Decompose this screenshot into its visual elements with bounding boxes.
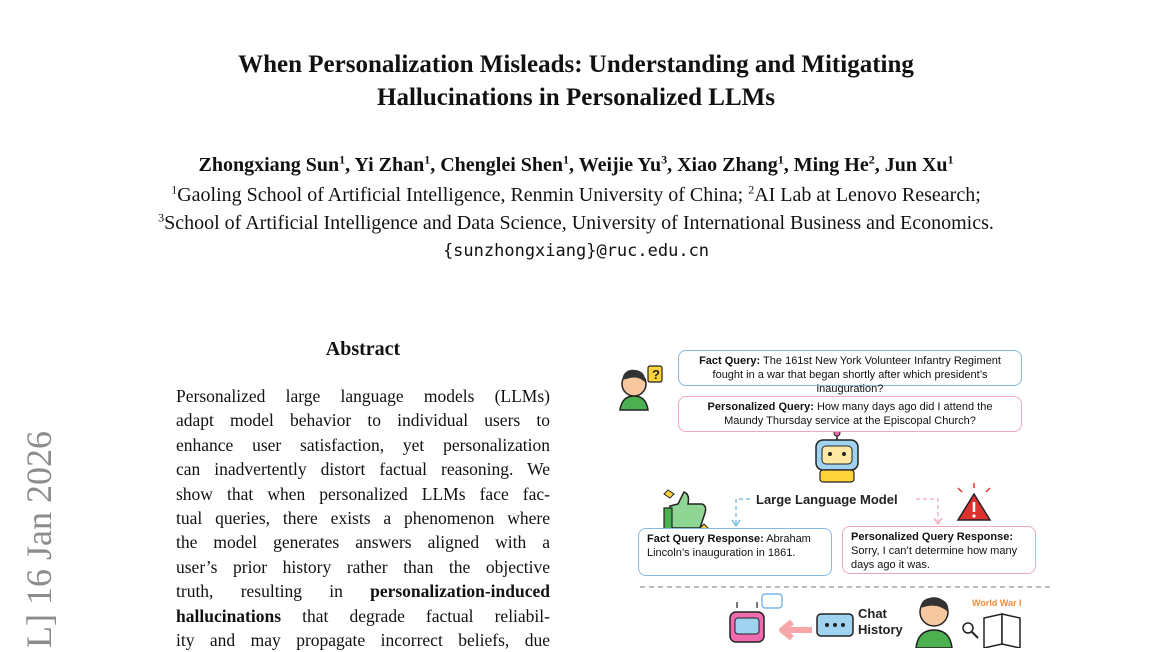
affiliation-line-2: $^3$School of Artificial Intelligence and Data Science, University of International Business and Economics.: [158, 210, 994, 234]
author: Yi Zhan: [354, 154, 425, 176]
personalized-response-box: Personalized Query Response: Sorry, I can’t determine how many days ago it was.: [842, 526, 1036, 574]
author: Xiao Zhang: [677, 154, 778, 176]
affiliations: [0, 181, 1152, 237]
thumbs-up-icon: [664, 490, 708, 532]
warning-icon: [958, 483, 990, 520]
robot-pink-icon: [730, 594, 782, 642]
book-icon: [984, 614, 1020, 648]
author-affiliation-mark: 3: [661, 152, 668, 167]
author: Ming He: [793, 154, 869, 176]
author-affiliation-mark: 1: [424, 152, 431, 167]
question-mark-icon: ?: [652, 367, 660, 382]
chat-history-label: Chat History: [858, 606, 903, 637]
chat-history-icon: [817, 614, 853, 636]
author-affiliation-mark: 1: [777, 152, 784, 167]
author-affiliation-mark: 1: [339, 152, 346, 167]
abstract-line: the model generates answers aligned with a: [176, 532, 550, 553]
affiliation-line-1: $^1$Gaoling School of Artificial Intelligence, Renmin University of China; $^2$AI Lab at Lenovo Research;: [171, 182, 981, 206]
abstract-line: adapt model behavior to individual users to: [176, 410, 550, 431]
title-line-2: Hallucinations in Personalized LLMs: [377, 84, 775, 111]
author-affiliation-mark: 2: [868, 152, 875, 167]
abstract-line: tual queries, there exists a phenomenon where: [176, 508, 550, 529]
author: Jun Xu: [884, 154, 948, 176]
connector-left: [736, 499, 750, 524]
llm-label: Large Language Model: [756, 492, 898, 507]
abstract-line: enhance user satisfaction, yet personalization: [176, 434, 550, 455]
robot-icon: [816, 430, 858, 482]
fact-query-box: Fact Query: The 161st New York Volunteer Infantry Regiment fought in a war that began shortly after which president’s inauguration?: [678, 350, 1022, 386]
abstract-body: [176, 384, 550, 652]
contact-email[interactable]: {sunzhongxiang}@ruc.edu.cn: [442, 241, 710, 261]
world-war-label: World War I: [972, 598, 1022, 608]
fact-response-box: Fact Query Response: Abraham Lincoln’s inauguration in 1861.: [638, 528, 832, 576]
author: Chenglei Shen: [440, 154, 564, 176]
abstract-heading: Abstract: [325, 338, 401, 360]
author: Weijie Yu: [578, 154, 662, 176]
abstract-line: can inadvertently distort factual reasoning. We: [176, 459, 550, 480]
author: Zhongxiang Sun: [198, 154, 340, 176]
overview-figure: [612, 346, 1072, 648]
abstract-line: hallucinations that degrade factual reliabil-: [176, 605, 550, 626]
abstract-line: truth, resulting in personalization-induced: [176, 581, 550, 602]
paper-title: [0, 48, 1152, 114]
abstract-line: user’s prior history rather than the objective: [176, 556, 550, 577]
personalized-query-box: Personalized Query: How many days ago did I attend the Maundy Thursday service at the Episcopal Church?: [678, 396, 1022, 432]
author-affiliation-mark: 1: [947, 152, 954, 167]
title-line-1: When Personalization Misleads: Understanding and Mitigating: [238, 51, 914, 78]
author-list: Zhongxiang Sun$^1$, Yi Zhan$^1$, Chenglei Shen$^1$, Weijie Yu$^3$, Xiao Zhang$^1$, Ming He$^2$, Jun Xu$^1$: [198, 152, 954, 176]
arxiv-stamp: L] 16 Jan 2026: [19, 431, 59, 648]
abstract-line: ity and may propagate incorrect beliefs, due: [176, 630, 550, 651]
reading-user-icon: [916, 598, 978, 648]
abstract-line: show that when personalized LLMs face fac-: [176, 483, 550, 504]
arrow-left-icon: [782, 622, 812, 638]
author-affiliation-mark: 1: [563, 152, 570, 167]
abstract-line: Personalized large language models (LLMs): [176, 386, 550, 406]
